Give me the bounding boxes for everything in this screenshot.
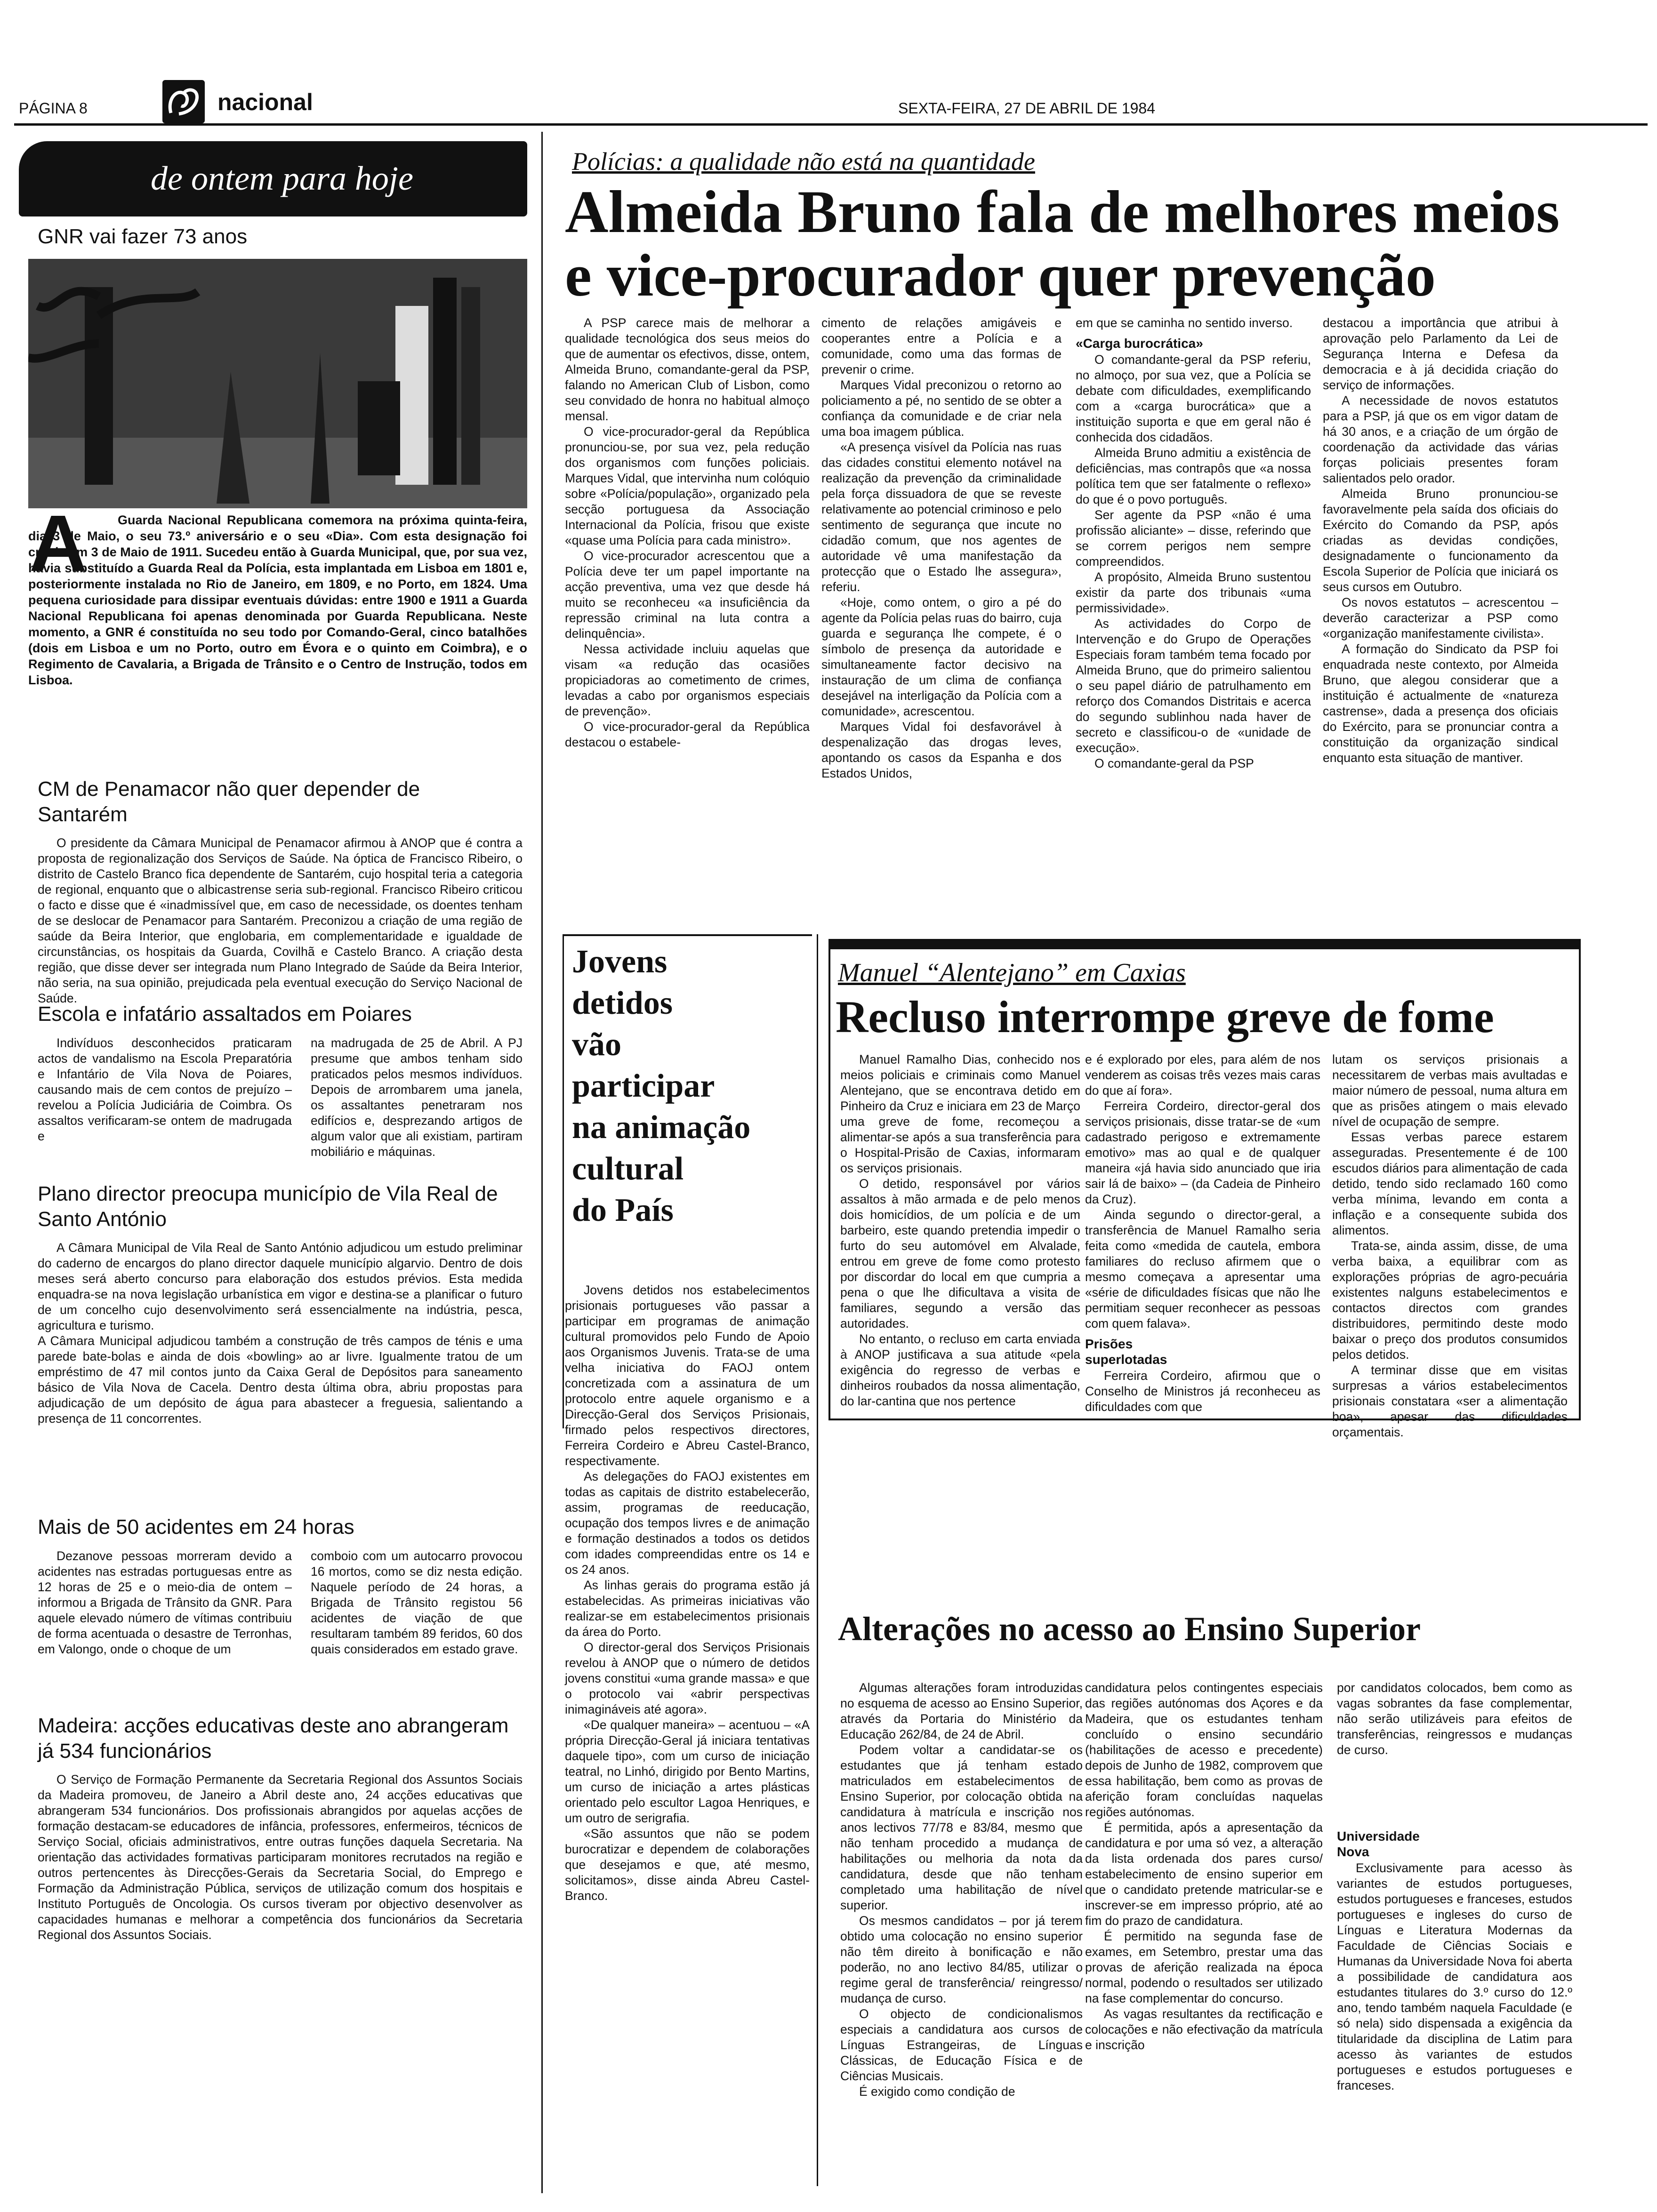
- mc4-paragraph: A formação do Sindicato da PSP foi enquadrada neste contexto, por Almeida Bruno, que alegou considerar que a instituição é actualmente de «natureza castrense», dada a presença dos oficiais do Exército, para se pronunciar contra a constituição da organização sindical enquanto esta situação de mantiver.: [1323, 642, 1558, 765]
- mc4-paragraph: A necessidade de novos estatutos para a PSP, já que os em vigor datam de há 30 anos, e a criação de um órgão de coordenação da actividade das várias forças policiais presentes foram salientados pelo orador.: [1323, 393, 1558, 485]
- ec1-paragraph: Os mesmos candidatos – por já terem obtido uma colocação no ensino superior não têm direito à bonificação e não poderão, no ano lectivo 84/85, utilizar o regime geral de transferência/ reingresso/ mudança de curso.: [840, 1914, 1083, 2005]
- jovens-headline-line: Jovens: [572, 944, 668, 980]
- jovens-headline-line: participar: [572, 1068, 715, 1104]
- recluso-column-3: [1332, 1052, 1568, 1440]
- universidade-subhead: Universidade Nova: [1337, 1829, 1420, 1859]
- penamacor-title: CM de Penamacor não quer depender de Santarém: [38, 777, 420, 826]
- main-column-2: [821, 315, 1062, 781]
- jovens-right-rule: [817, 934, 818, 2186]
- ec3b-paragraph: Exclusivamente para acesso às variantes de estudos portugueses, estudos portugueses e franceses, estudos portugueses e ingleses do curso de Línguas e Literatura Modernas da Faculdade de Ciências Sociais e Humanas da Universidade Nova foi aberta a possibilidade de candidatura aos estudantes titulares do 3.º curso do 12.º ano, tendo também naquela Faculdade (e só nela) sido dispensada a exigência da titularidade da disciplina de Latim para acesso às variantes de estudos portugueses e estudos portugueses e franceses.: [1337, 1861, 1572, 2092]
- section-name: nacional: [217, 89, 313, 115]
- mc3b-paragraph: O comandante-geral da PSP: [1094, 756, 1254, 770]
- jovens-headline-line: na animação: [572, 1109, 751, 1146]
- mc3b-paragraph: O comandante-geral da PSP referiu, no almoço, por sua vez, que a Polícia se debate com dificuldades, exemplificando com a «carga burocrática» que a instituição suporta e que em geral não é conhecida dos cidadãos.: [1076, 353, 1311, 444]
- rc2-paragraph: Ferreira Cordeiro, director-geral dos serviços prisionais, disse tratar-se de «um cadastrado perigoso e extremamente emotivo» mas ao qual e de qualquer maneira «já havia sido anunciado que iria sair lá de baixo» – (da Cadeia de Pinheiro da Cruz).: [1085, 1099, 1320, 1206]
- main-headline-2: e vice-procurador quer prevenção: [565, 242, 1436, 309]
- poiares-col2: na madrugada de 25 de Abril. A PJ presume que ambos tenham sido praticados pelos mesmos indivíduos. Depois de arrombarem uma janela, os assaltantes penetraram nos edifícios e, desprezando artigos de algum valor que ali existiam, partiram mobiliário e máquinas.: [311, 1036, 523, 1159]
- column-banner-title: de ontem para hoje: [151, 160, 413, 197]
- ec2-paragraph: As vagas resultantes da rectificação e colocações e não efectivação da matrícula e inscrição: [1085, 2007, 1323, 2052]
- rc3-paragraph: lutam os serviços prisionais a necessitarem de verbas mais avultadas e maior número de pessoal, numa altura em que as prisões atingem o mais elevado nível de ocupação de sempre.: [1332, 1052, 1568, 1129]
- gnr-title: GNR vai fazer 73 anos: [38, 225, 248, 248]
- main-column-1: [565, 315, 810, 750]
- jovens-headline: [572, 941, 750, 1231]
- jovens-left-rule: [563, 934, 564, 1428]
- jovens-headline-line: do País: [572, 1192, 674, 1228]
- vrsa-paragraph-2: A Câmara Municipal adjudicou também a construção de três campos de ténis e uma parede bate-bolas e ainda de dois «bowling» ao ar livre. Igualmente tratou de um empréstimo de 47 mil contos junto da Caixa Geral de Depósitos para saneamento básico de Vila Nova de Cacela. Dentro desta última obra, abriu propostas para adjudicação de um depósito de água para abastecer a freguesia, salientando a presença de 11 concorrentes.: [38, 1334, 523, 1426]
- rc1-paragraph: Manuel Ramalho Dias, conhecido nos meios policiais e criminais como Manuel Alentejano, que se encontrava detido em Pinheiro da Cruz e iniciara em 23 de Março uma greve de fome, recomeçou a alimentar-se após a sua transferência para o Hospital-Prisão de Caxias, informaram os serviços prisionais.: [840, 1052, 1080, 1175]
- mc3b-paragraph: A propósito, Almeida Bruno sustentou existir da parte dos tribunais «uma permissividade».: [1076, 570, 1311, 615]
- jtext-paragraph: «São assuntos que não se podem burocratizar e dependem de colaborações que desejamos e que, até mesmo, solicitamos», disse ainda Abreu Castel-Branco.: [565, 1827, 810, 1903]
- main-column-3-lead: em que se caminha no sentido inverso.: [1076, 316, 1293, 330]
- recluso-column-2-tail: Ferreira Cordeiro, afirmou que o Conselho de Ministros já reconheceu as dificuldades com que: [1085, 1369, 1320, 1414]
- main-column-3: [1076, 315, 1311, 771]
- acidentes-col2: comboio com um autocarro provocou 16 mortos, como se diz nesta edição. Naquele período de 24 horas, a Brigada de Trânsito registou 56 acidentes de viação de que resultaram também 89 feridos, 60 dos quais considerados em estado grave.: [311, 1549, 523, 1656]
- mc4-paragraph: destacou a importância que atribui à aprovação pelo Parlamento da Lei de Segurança Interna e Defesa da democracia e à já decidida criação do serviço de informações.: [1323, 316, 1558, 392]
- header-rule: [14, 123, 1648, 126]
- acidentes-title: Mais de 50 acidentes em 24 horas: [38, 1515, 354, 1539]
- jovens-text: [565, 1282, 810, 1904]
- jtext-paragraph: «De qualquer maneira» – acentuou – «A própria Direcção-Geral já iniciara tentativas daquele tipo», com um curso de iniciação teatral, no Linhó, dirigido por Bento Martins, um curso de iniciação a artes plásticas orientado pelo escultor Lagoa Henriques, e um outro de serigrafia.: [565, 1718, 810, 1825]
- recluso-headline: Recluso interrompe greve de fome: [836, 992, 1494, 1042]
- jovens-headline-line: cultural: [572, 1151, 684, 1187]
- mc2-paragraph: «Hoje, como ontem, o giro a pé do agente da Polícia pelas ruas do bairro, cuja guarda e segurança lhe compete, é o símbolo de presença da autoridade e simultaneamente factor decisivo na instauração de um clima de confiança desejável na interligação da Polícia com a comunidade», acrescentou.: [821, 595, 1062, 718]
- jtext-paragraph: Jovens detidos nos estabelecimentos prisionais portugueses vão passar a participar em programas de animação cultural promovidos pelo Fundo de Apoio aos Organismos Juvenis. Trata-se de uma velha iniciativa do FAOJ ontem concretizada com a assinatura de um protocolo entre aquele organismo e a Direcção-Geral dos Serviços Prisionais, firmado pelos respectivos directores, Ferreira Cordeiro e Abreu Castel-Branco, respectivamente.: [565, 1283, 810, 1468]
- rc1-paragraph: No entanto, o recluso em carta enviada à ANOP justificava a sua atitude «pela exigência do regresso de verbas e dinheiros roubados da nossa alimentação, do lar-cantina que nos pertence: [840, 1332, 1080, 1408]
- ec2-paragraph: É permitida, após a apresentação da candidatura e por uma só vez, a alteração da lista ordenada dos pares curso/ estabelecimento de ensino superior em que o candidato pretende matricular-se e inscrever-se em impresso próprio, até ao fim do prazo de candidatura.: [1085, 1820, 1323, 1928]
- rc2-paragraph: Ainda segundo o director-geral, a transferência de Manuel Ramalho seria feita como «medida de cautela, embora familiares do recluso afirmem que o mesmo começava a apresentar uma «série de dificuldades físicas que não lhe permitiam sequer reconhecer as pessoas com quem falava».: [1085, 1208, 1320, 1330]
- ensino-headline: Alterações no acesso ao Ensino Superior: [838, 1610, 1421, 1648]
- recluso-column-2-body: [1085, 1052, 1320, 1331]
- prisoes-subhead: Prisões superlotadas: [1085, 1337, 1167, 1367]
- mc1-paragraph: O vice-procurador acrescentou que a Polícia deve ter um papel importante na acção preventiva, uma vez que desde há muito se reconheceu «a insuficiência da repressão criminal na luta contra a delinquência».: [565, 549, 810, 641]
- mc2-paragraph: «A presença visível da Polícia nas ruas das cidades constitui elemento notável na realização da prevenção da criminalidade pela força dissuadora de que se reveste relativamente ao potencial criminoso e pelo sentimento de segurança que incute no cidadão comum, que nos agentes de autoridade vê uma manifestação da protecção que o Estado lhe assegura», referiu.: [821, 440, 1062, 594]
- acidentes-col1: Dezanove pessoas morreram devido a acidentes nas estradas portuguesas entre as 12 horas de 25 e o meio-dia de ontem – informou a Brigada de Trânsito da GNR. Para aquele elevado número de vítimas contribuiu de forma acentuada o desastre de Terronhas, em Valongo, onde o choque de um: [38, 1549, 292, 1656]
- main-column-4: [1323, 315, 1558, 766]
- main-headline-1: Almeida Bruno fala de melhores meios: [565, 178, 1560, 245]
- mc1-paragraph: O vice-procurador-geral da República destacou o estabele-: [565, 720, 810, 749]
- ec2-paragraph: candidatura pelos contingentes especiais das regiões autónomas dos Açores e da Madeira, que os estudantes tenham concluído o ensino secundário (habilitações de acesso e precedente) depois de Junho de 1982, comprovem que essa habilitação, bem como as provas de aferição foram concluídas naquelas regiões autónomas.: [1085, 1681, 1323, 1819]
- ec2-paragraph: É permitido na segunda fase de exames, em Setembro, prestar uma das provas de aferição realizada na época normal, podendo o resultados ser utilizado na fase complementar do concurso.: [1085, 1929, 1323, 2005]
- madeira-title: Madeira: acções educativas deste ano abrangeram já 534 funcionários: [38, 1714, 509, 1763]
- ensino-column-2: [1085, 1680, 1323, 2053]
- gnr-dropcap: A: [29, 499, 87, 588]
- gnr-text: Guarda Nacional Republicana comemora na próxima quinta-feira, dia 3 de Maio, o seu 73.º aniversário e o seu «Dia». Com esta designação foi criada em 3 de Maio de 1911. Sucedeu então à Guarda Municipal, que, por sua vez, havia substituído a Guarda Real da Polícia, esta implantada em Lisboa em 1801 e, posteriormente instalada no Rio de Janeiro, em 1809, e no Porto, em 1824. Uma pequena curiosidade para dissipar eventuais dúvidas: entre 1900 e 1911 a Guarda Nacional Republicana foi apenas denominada por Guarda Republicana. Neste momento, a GNR é constituída no seu todo por Comando-Geral, cinco batalhões (dois em Lisboa e um no Porto, outro em Évora e o quinto em Coimbra), e o Regimento de Cavalaria, a Brigada de Trânsito e o Centro de Instrução, todos em Lisboa.: [28, 513, 527, 687]
- vrsa-paragraph-1: A Câmara Municipal de Vila Real de Santo António adjudicou um estudo preliminar do caderno de encargos do plano director daquele município algarvio. Dentro de dois meses será aberto concurso para elaboração dos estudos prévios. Esta medida enquadra-se na nova legislação urbanística em vigor e destina-se a planificar o futuro de um concelho cujo desenvolvimento será essencialmente na indústria, pesca, agricultura e turismo.: [38, 1241, 523, 1332]
- main-column-3-body: [1076, 352, 1311, 771]
- recluso-column-2: [1085, 1052, 1320, 1415]
- mc3b-paragraph: As actividades do Corpo de Intervenção e do Grupo de Operações Especiais foram também tema focado por Almeida Bruno, que do primeiro salientou o seu papel diário de patrulhamento em reforço dos Comandos Distritais e acerca do segundo sublinhou nada haver de secreto e classificou-o de «unidade de execução».: [1076, 617, 1311, 755]
- mc1-paragraph: O vice-procurador-geral da República pronunciou-se, por sua vez, pela redução dos organismos com funções policiais. Marques Vidal, que intervinha num colóquio sobre «Polícia/população», organizado pela secção portuguesa da Associação Internacional da Polícia, frisou que existe «quase uma Polícia para cada ministro».: [565, 425, 810, 547]
- rc3-paragraph: A terminar disse que em visitas surpresas a vários estabelecimentos prisionais constatara «ser a alimentação boa», apesar das dificuldades orçamentais.: [1332, 1363, 1568, 1439]
- recluso-column-1: [840, 1052, 1080, 1409]
- jtext-paragraph: O director-geral dos Serviços Prisionais revelou à ANOP que o número de detidos jovens constitui «uma grande massa» e que o protocolo vai «abrir perspectivas inimagináveis até agora».: [565, 1640, 810, 1716]
- ec1-paragraph: Algumas alterações foram introduzidas no esquema de acesso ao Ensino Superior, através da Portaria do Ministério da Educação 262/84, de 24 de Abril.: [840, 1681, 1083, 1741]
- vrsa-title: Plano director preocupa município de Vila Real de Santo António: [38, 1182, 498, 1231]
- jtext-paragraph: As delegações do FAOJ existentes em todas as capitais de distrito estabelecerão, assim, programas de reeducação, ocupação dos tempos livres e de animação e formação destinados a todos os detidos com idades compreendidas entre os 14 e os 24 anos.: [565, 1469, 810, 1577]
- poiares-col1: Indivíduos desconhecidos praticaram actos de vandalismo na Escola Preparatória e Infantário de Vila Nova de Poiares, causando mais de cem contos de prejuízo – revelou a Polícia Judiciária de Coimbra. Os assaltos verificaram-se ontem de madrugada e: [38, 1036, 292, 1143]
- mc1-paragraph: A PSP carece mais de melhorar a qualidade tecnológica dos seus meios do que de aumentar os efectivos, disse, ontem, Almeida Bruno, comandante-geral da PSP, falando no American Club of Lisbon, como seu convidado de honra no habitual almoço mensal.: [565, 316, 810, 423]
- mc2-paragraph: Marques Vidal foi desfavorável à despenalização das drogas leves, apontando os casos da Espanha e dos Estados Unidos,: [821, 720, 1062, 780]
- gnr-photo: [28, 259, 527, 508]
- page-date: SEXTA-FEIRA, 27 DE ABRIL DE 1984: [898, 100, 1155, 117]
- jovens-headline-line: vão: [572, 1026, 621, 1063]
- ensino-column-3-body: [1337, 1860, 1572, 2093]
- rc1-paragraph: O detido, responsável por vários assaltos à mão armada e de pelo menos dois homicídios, de um polícia e de um barbeiro, este quando pretendia impedir o furto do seu automóvel em Alvalade, entrou em greve de fome como protesto por discordar do local em que cumpria a pena o que lhe dificultava a visita de familiares, segundo a versão das autoridades.: [840, 1177, 1080, 1330]
- mc1-paragraph: Nessa actividade incluiu aquelas que visam «a redução das ocasiões propiciadoras ao cometimento de crimes, levadas a cabo por organismos especiais de prevenção».: [565, 642, 810, 718]
- mc2-paragraph: Marques Vidal preconizou o retorno ao policiamento a pé, no sentido de se obter a confiança da comunidade e de criar nela uma boa imagem pública.: [821, 378, 1062, 439]
- penamacor-text: O presidente da Câmara Municipal de Penamacor afirmou à ANOP que é contra a proposta de regionalização dos Serviços de Saúde. Na óptica de Francisco Ribeiro, o distrito de Castelo Branco fica dependente de Santarém, cujo hospital teria a categoria de regional, enquanto que o albicastrense seria sub-regional. Francisco Ribeiro criticou o facto e disse que é «inadmissível que, em caso de necessidade, os doentes tenham de se deslocar de Penamacor para Santarém. Preconizou a criação de uma região de saúde da Beira Interior, que englobaria, em complementaridade e igualdade de circunstâncias, os hospitais da Guarda, Covilhã e Castelo Branco. A criação desta região, que disse dever ser integrada num Plano Integrado de Saúde da Beira Interior, não seria, na sua opinião, prejudicada pela eventual execução do Serviço Nacional de Saúde.: [38, 836, 523, 1005]
- vrsa-text: [38, 1240, 523, 1427]
- left-column-divider: [541, 132, 543, 2193]
- ensino-column-3-lead: por candidatos colocados, bem como as vagas sobrantes da fase complementar, não serão utilizáveis para efeitos de transferências, reingressos e mudanças de curso.: [1337, 1681, 1572, 1757]
- mc4-paragraph: Almeida Bruno pronunciou-se favoravelmente pela saída dos oficiais do Exército do Comando da PSP, após criadas as devidas condições, designadamente o funcionamento da Escola Superior de Polícia que iniciará os seus cursos em Outubro.: [1323, 487, 1558, 594]
- carga-subhead: «Carga burocrática»: [1076, 336, 1203, 351]
- section-logo: [162, 80, 205, 123]
- poiares-title: Escola e infatário assaltados em Poiares: [38, 1002, 412, 1026]
- jovens-top-rule: [563, 934, 812, 936]
- mc3b-paragraph: Ser agente da PSP «não é uma profissão aliciante» – disse, referindo que se correm perigos nem sempre compreendidos.: [1076, 508, 1311, 569]
- page-number: PÁGINA 8: [19, 100, 88, 117]
- column-banner: [19, 141, 527, 216]
- recluso-kicker: Manuel “Alentejano” em Caxias: [838, 958, 1186, 987]
- rc2-paragraph: e é explorado por eles, para além de nos venderem as coisas três vezes mais caras do que aí fora».: [1085, 1052, 1320, 1098]
- rc3-paragraph: Essas verbas parece estarem asseguradas. Presentemente é de 100 escudos diários para alimentação de cada detido, tendo sido reclamado 160 como verba mínima, levando em conta a inflação e a consequente subida dos alimentos.: [1332, 1130, 1568, 1237]
- madeira-text: O Serviço de Formação Permanente da Secretaria Regional dos Assuntos Sociais da Madeira promoveu, de Janeiro a Abril deste ano, 24 acções educativas que abrangeram 534 funcionários. Dos profissionais abrangidos por aquelas acções de formação destacam-se educadores de infância, professores, enfermeiros, técnicos de Serviço Social, oficiais administrativos, entre outras funções daquela Secretaria. Na orientação das actividades formativas participaram monitores recrutados na região e outros pertencentes às Direcções-Gerais da Secretaria Social, do Emprego e Formação da Administração Pública, serviços de utilização comum dos hospitais e Instituto Português de Oncologia. Os cursos tiveram por objectivo desenvolver as capacidades humanas e melhorar a competência dos funcionários da Secretaria Regional dos Assuntos Sociais.: [38, 1772, 523, 1942]
- ensino-column-3: [1337, 1680, 1572, 2093]
- main-kicker: Polícias: a qualidade não está na quantidade: [572, 147, 1035, 176]
- ec1-paragraph: É exigido como condição de: [859, 2084, 1015, 2099]
- mc3b-paragraph: Almeida Bruno admitiu a existência de deficiências, mas contrapôs que «a nossa política tem que ser fatalmente o reflexo» do que é o povo português.: [1076, 446, 1311, 506]
- recluso-box-bar: [828, 939, 1581, 949]
- jtext-paragraph: As linhas gerais do programa estão já estabelecidas. As primeiras iniciativas vão realizar-se em estabelecimentos prisionais da área do Porto.: [565, 1578, 810, 1639]
- jovens-headline-line: detidos: [572, 985, 673, 1021]
- ensino-column-1: [840, 1680, 1083, 2100]
- ec1-paragraph: Podem voltar a candidatar-se os estudantes que já tenham estado matriculados em estabelecimentos de Ensino Superior, por colocação obtida na candidatura à matrícula e inscrição nos anos lectivos 77/78 e 83/84, mesmo que não tenham procedido a mudança de habilitações ou melhoria da nota da candidatura, desde que não tenham completado uma habilitação de nível superior.: [840, 1743, 1083, 1912]
- ec1-paragraph: O objecto de condicionalismos especiais a candidatura aos cursos de Línguas Estrangeiras, de Línguas Clássicas, de Educação Física e de Ciências Musicais.: [840, 2007, 1083, 2083]
- mc4-paragraph: Os novos estatutos – acrescentou – deverão caracterizar a PSP como «organização manifestamente civilista».: [1323, 595, 1558, 641]
- mc2-paragraph: cimento de relações amigáveis e cooperantes entre a Polícia e a comunidade, como uma das formas de prevenir o crime.: [821, 316, 1062, 377]
- rc3-paragraph: Trata-se, ainda assim, disse, de uma verba baixa, a equilibrar com as explorações próprias de agro-pecuária existentes nalguns estabelecimentos e contactos directos com grandes distribuidores, permitindo deste modo baixar o preço dos produtos consumidos pelos detidos.: [1332, 1239, 1568, 1362]
